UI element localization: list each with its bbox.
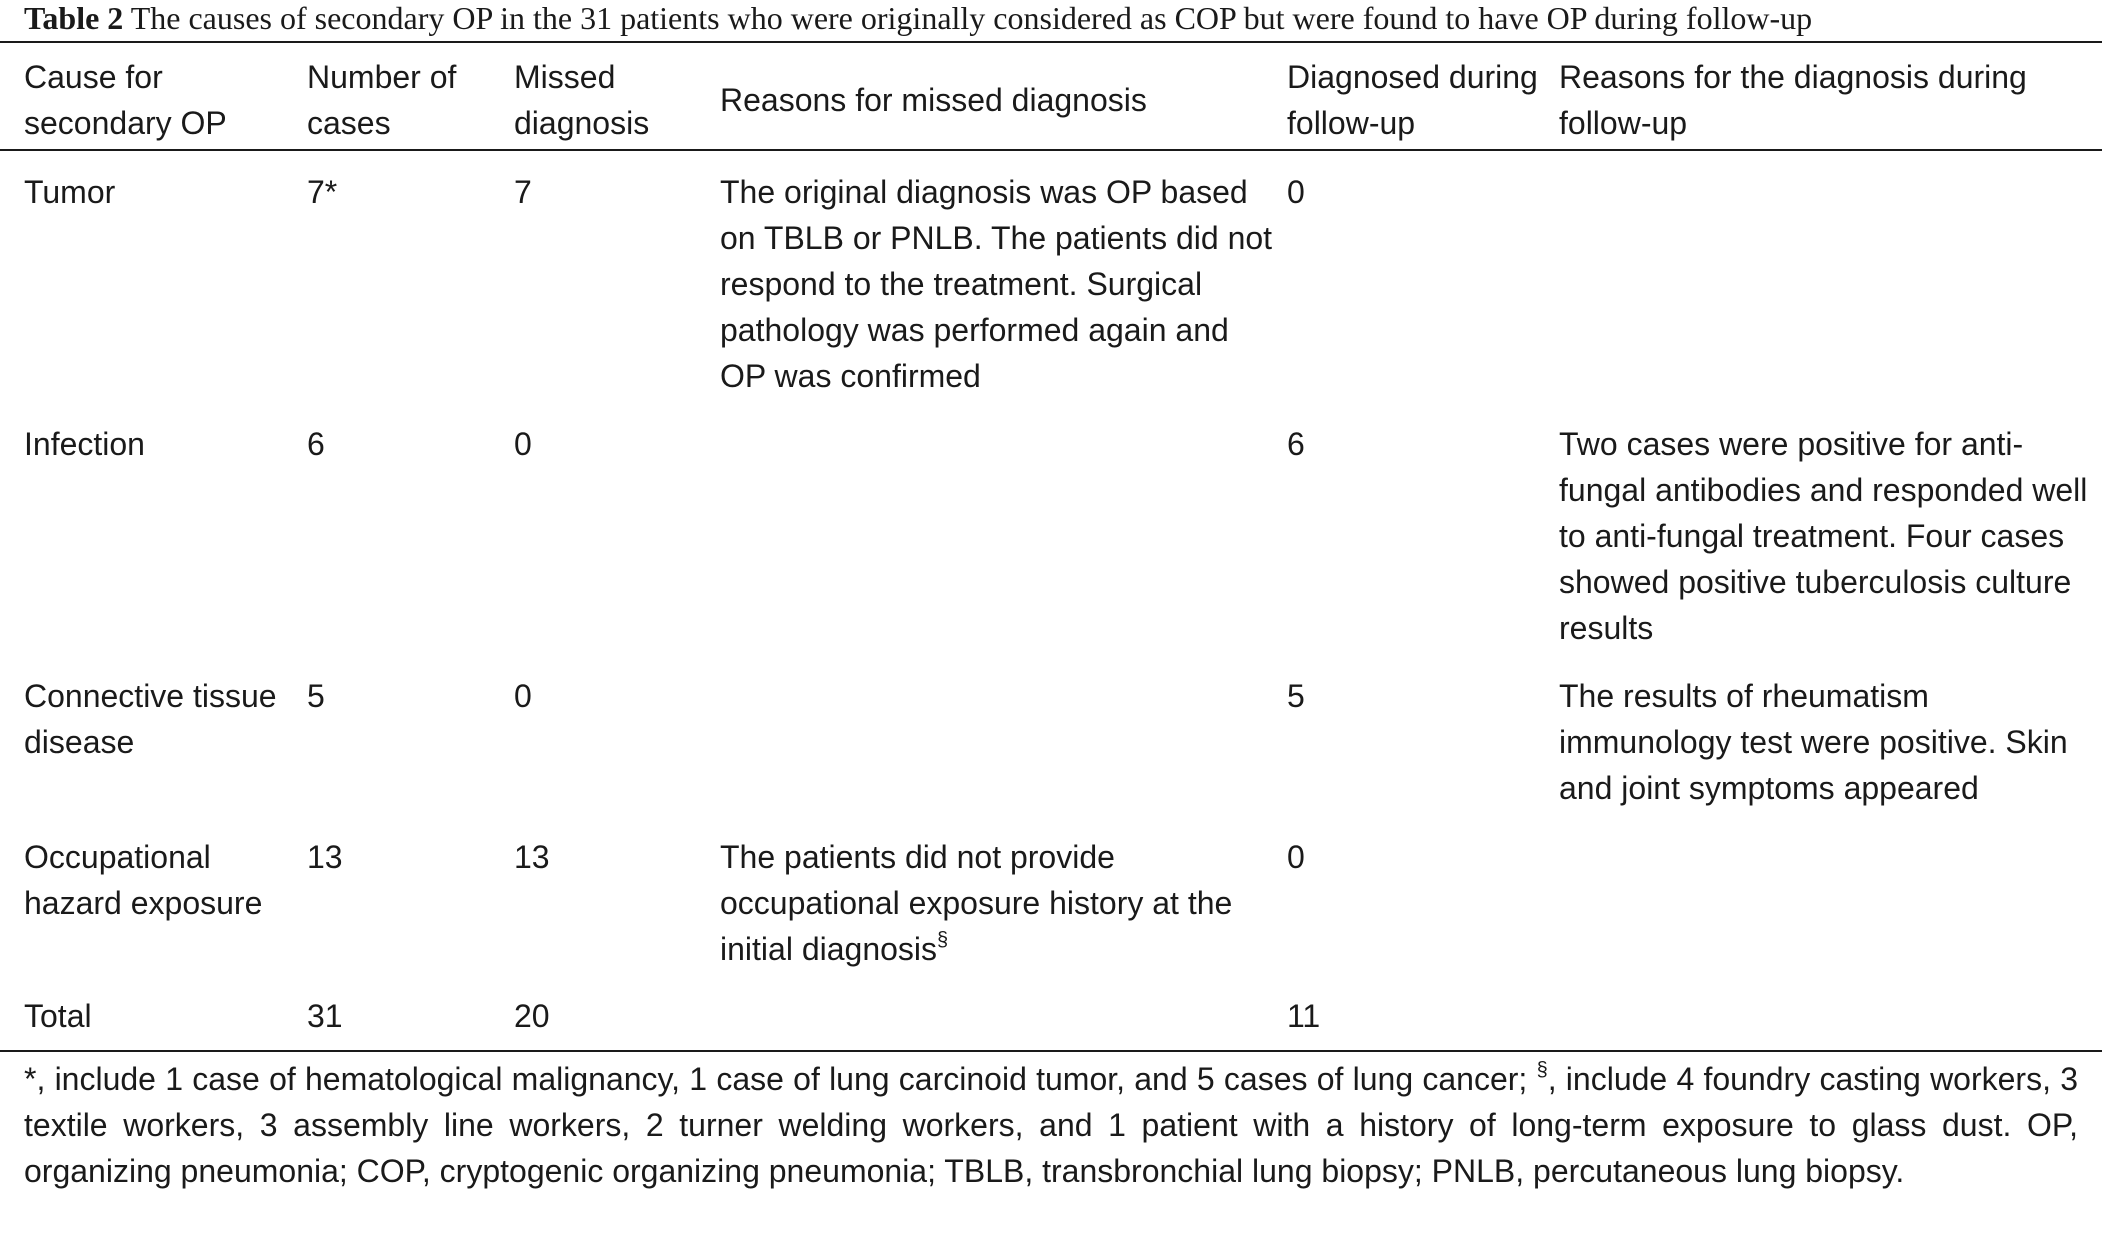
header-missed-reasons: Reasons for missed diagnosis — [720, 82, 1147, 118]
row-occupational-cases: 13 — [307, 839, 343, 875]
row-occupational-missed: 13 — [514, 839, 550, 875]
table-top-rule — [0, 41, 2102, 43]
row-total-cases: 31 — [307, 998, 343, 1034]
row-connective-missed: 0 — [514, 678, 532, 714]
footnote-section-text: , include 4 foundry casting workers, 3 textile workers, 3 assembly line workers, 2 turner welding workers, and 1 patient with a history of long-term exposure to glass dust. OP, organizing pneumonia; COP, cryptogenic organizing pneumonia; TBLB, transbronchial lung biopsy; PNLB, percutaneous lung biopsy. — [24, 1061, 2079, 1189]
header-cause: Cause for secondary OP — [24, 59, 227, 141]
header-number-of-cases: Number of cases — [307, 59, 457, 141]
row-occupational-followup: 0 — [1287, 839, 1305, 875]
row-occupational-missed-reason: The patients did not provide occupational exposure history at the initial diagnosis — [720, 839, 1233, 967]
row-occupational-cause: Occupational hazard exposure — [24, 839, 263, 921]
row-total-cause: Total — [24, 998, 92, 1034]
row-total-missed: 20 — [514, 998, 550, 1034]
row-total-followup: 11 — [1287, 998, 1321, 1034]
row-connective-followup: 5 — [1287, 678, 1305, 714]
table-caption-text: The causes of secondary OP in the 31 patients who were originally considered as COP but were found to have OP during follow-up — [130, 0, 1813, 36]
row-connective-cause: Connective tissue disease — [24, 678, 277, 760]
header-follow-up-reasons: Reasons for the diagnosis during follow-up — [1559, 59, 2027, 141]
table-bottom-rule — [0, 1050, 2102, 1052]
table-header-rule — [0, 149, 2102, 151]
row-tumor-cause: Tumor — [24, 174, 116, 210]
table-footnote — [24, 1056, 2078, 1194]
row-tumor-missed-reason: The original diagnosis was OP based on TBLB or PNLB. The patients did not respond to the treatment. Surgical pathology was performed again and OP was confirmed — [720, 174, 1273, 394]
header-missed-diagnosis: Missed diagnosis — [514, 59, 650, 141]
table-caption — [24, 0, 2094, 36]
row-infection-followup-reason: Two cases were positive for anti-fungal antibodies and responded well to anti-fungal treatment. Four cases showed positive tuberculosis culture results — [1559, 426, 2088, 646]
table-caption-label: Table 2 — [24, 0, 124, 36]
row-infection-followup: 6 — [1287, 426, 1305, 462]
row-tumor-missed: 7 — [514, 174, 532, 210]
row-infection-cases: 6 — [307, 426, 325, 462]
row-infection-missed: 0 — [514, 426, 532, 462]
row-occupational-missed-reason-cell — [720, 834, 1280, 972]
row-tumor-cases: 7* — [307, 174, 338, 210]
footnote-star-mark: * — [24, 1061, 37, 1097]
footnote-star-text: , include 1 case of hematological malignancy, 1 case of lung carcinoid tumor, and 5 cases of lung cancer; — [36, 1061, 1528, 1097]
row-tumor-followup: 0 — [1287, 174, 1305, 210]
row-connective-followup-reason: The results of rheumatism immunology test were positive. Skin and joint symptoms appeared — [1559, 678, 2068, 806]
row-infection-cause: Infection — [24, 426, 145, 462]
section-footnote-mark: § — [937, 929, 949, 951]
header-diagnosed-follow-up: Diagnosed during follow-up — [1287, 59, 1538, 141]
footnote-section-mark: § — [1536, 1059, 1548, 1081]
row-connective-cases: 5 — [307, 678, 325, 714]
